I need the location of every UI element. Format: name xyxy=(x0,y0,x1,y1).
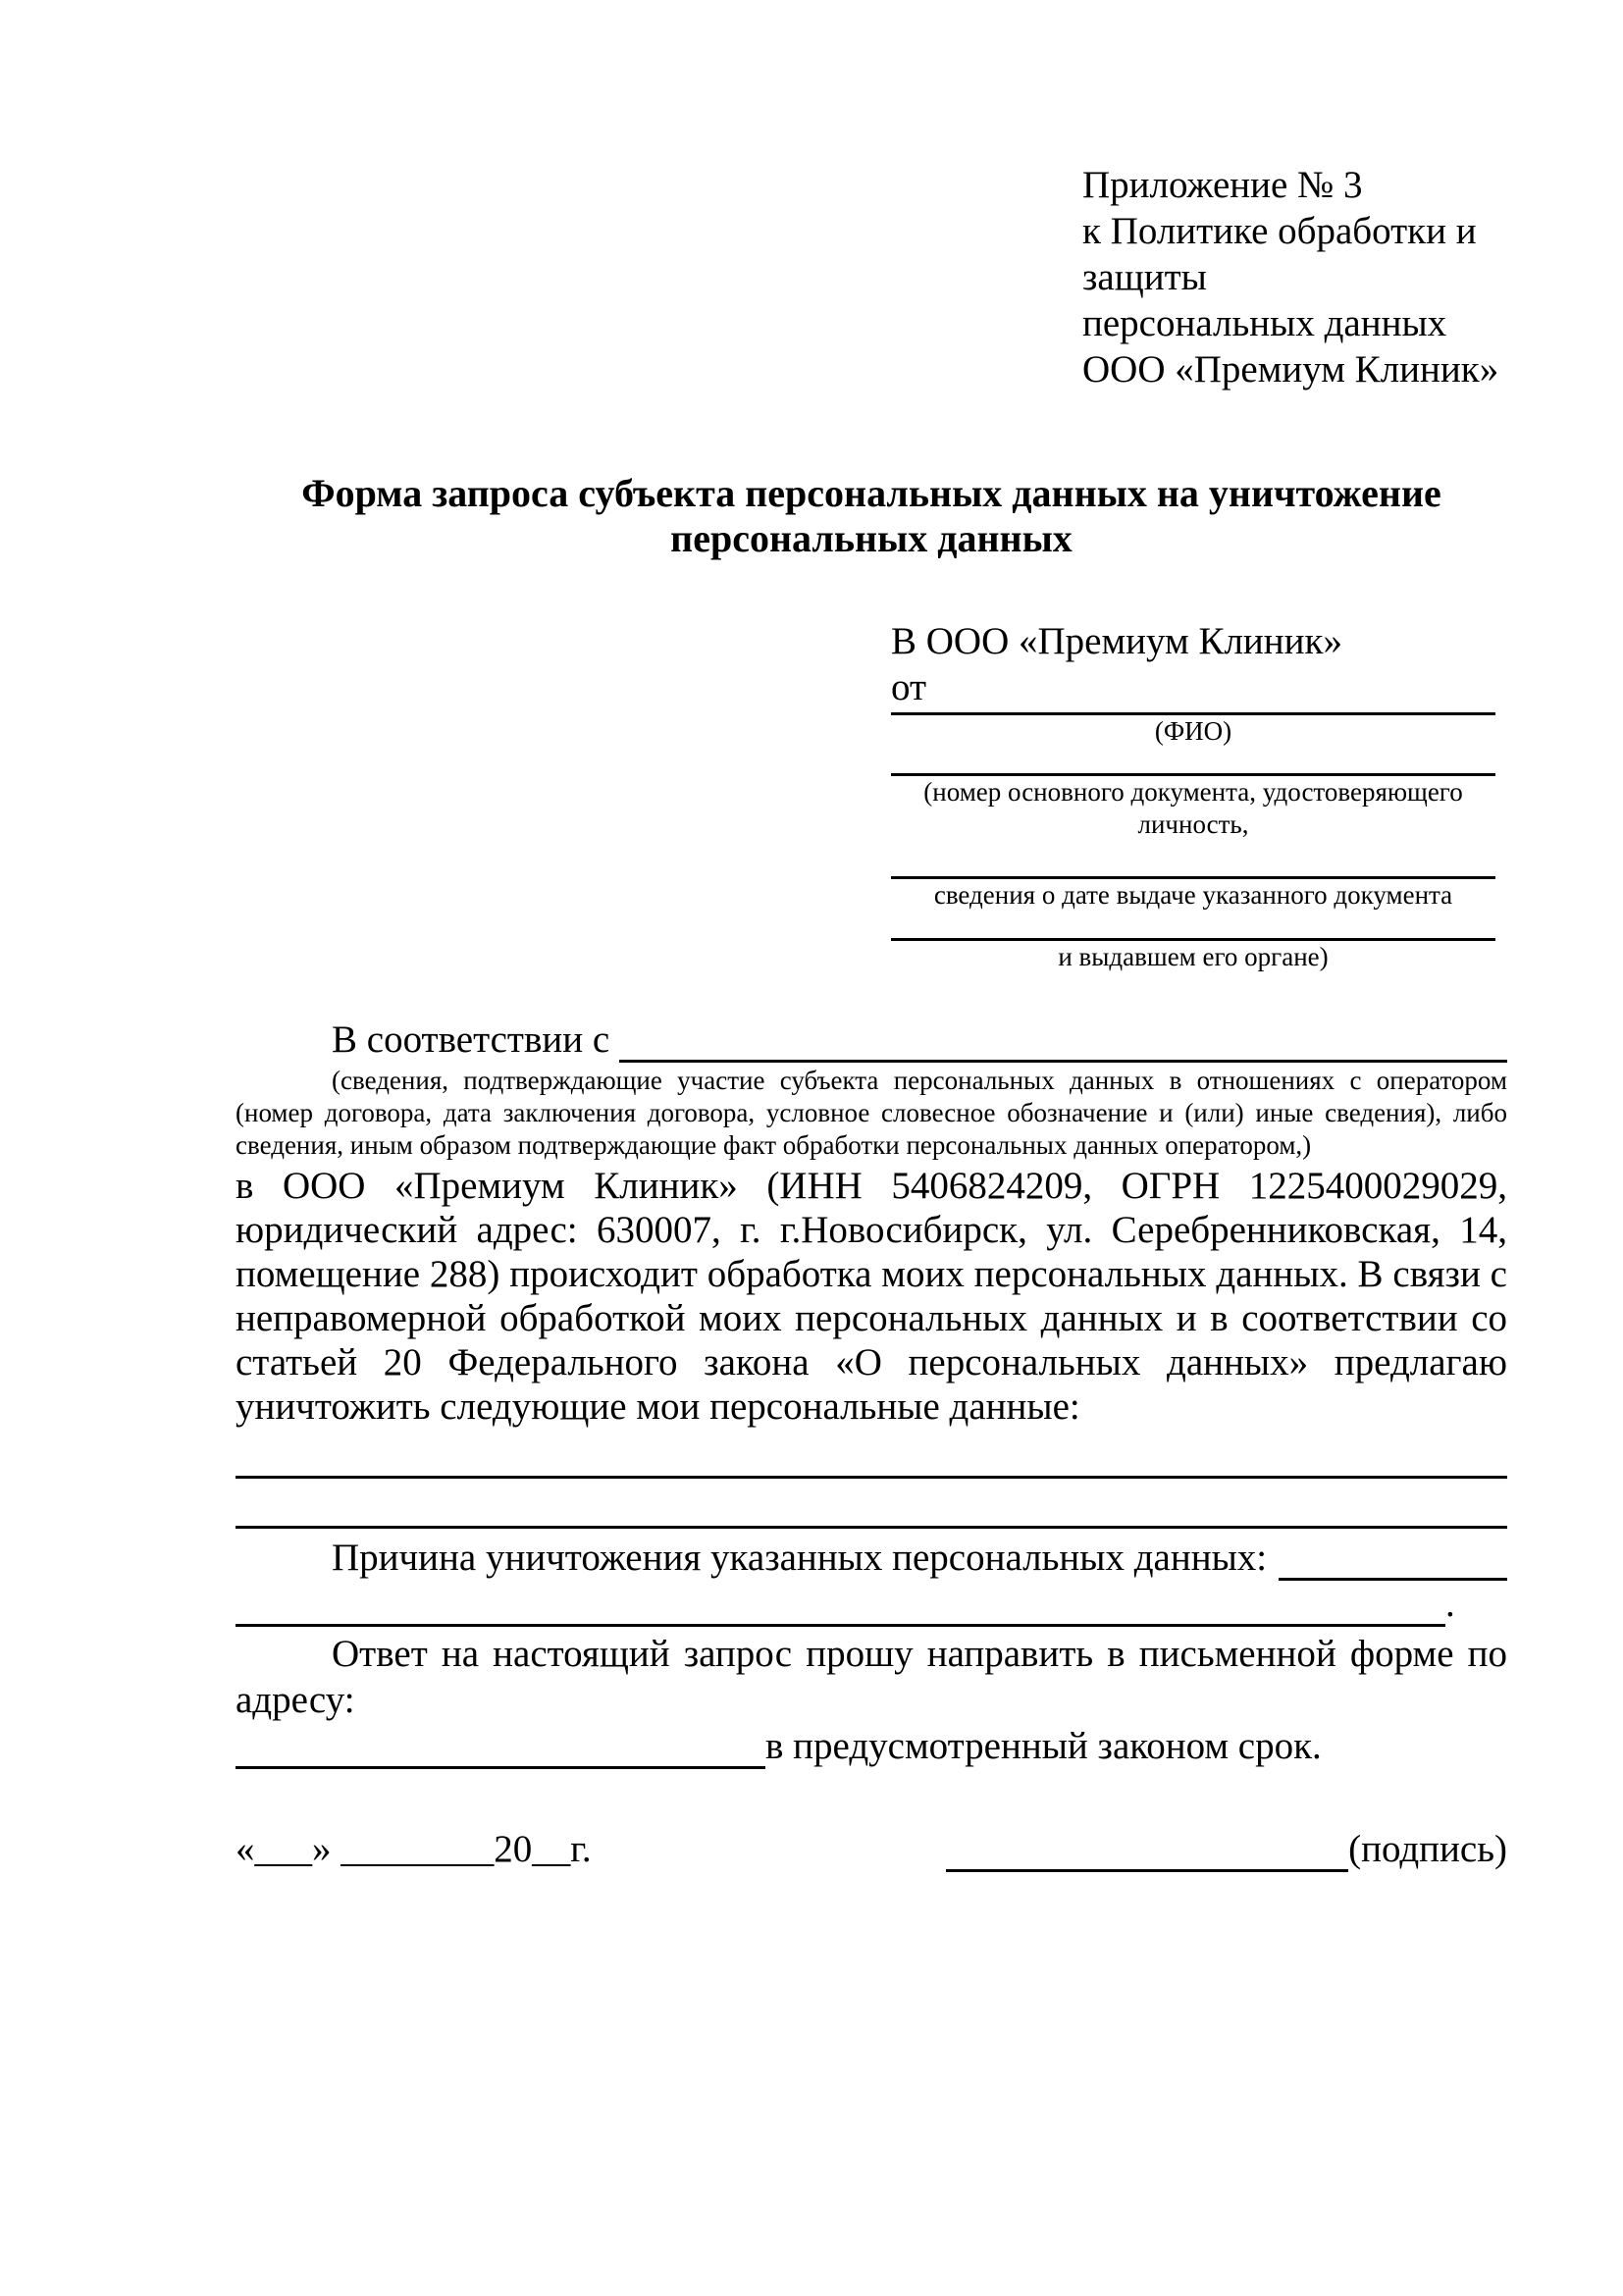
signature-group xyxy=(946,1826,1507,1872)
document-title: Форма запроса субъекта персональных данных на уничтожение персональных данных xyxy=(301,471,1441,560)
identity-document-caption: (номер основного документа, удостоверяющего личность, xyxy=(923,777,1463,839)
response-address-field-line[interactable] xyxy=(236,1727,765,1769)
addressee-block xyxy=(891,618,1495,973)
appendix-header-line-1: Приложение № 3 xyxy=(1082,164,1363,206)
reason-field-line[interactable] xyxy=(1279,1539,1507,1581)
reason-continuation-row xyxy=(236,1581,1507,1627)
response-request-tail: в предусмотренный законом срок. xyxy=(765,1725,1322,1767)
date-signature-row xyxy=(236,1826,1507,1872)
issue-date-caption: сведения о дате выдаче указанного документа xyxy=(933,880,1453,910)
signature-caption: (подпись) xyxy=(1348,1828,1507,1870)
reason-row xyxy=(236,1535,1507,1581)
date-blank-line[interactable]: «___» ________20__г. xyxy=(236,1828,592,1870)
reason-label: Причина уничтожения указанных персональных данных: xyxy=(332,1537,1268,1579)
accordance-row xyxy=(236,1017,1507,1063)
issuing-authority-caption: и выдавшем его органе) xyxy=(1058,942,1329,971)
appendix-header-line-3: персональных данных xyxy=(1082,302,1447,344)
signature-field-line[interactable] xyxy=(946,1830,1348,1872)
response-request-text: Ответ на настоящий запрос прошу направить в письменной форме по адресу: xyxy=(236,1633,1507,1721)
reason-field-line-2[interactable] xyxy=(236,1581,1445,1627)
appendix-header-line-4: ООО «Премиум Клиник» xyxy=(1082,348,1499,391)
response-address-row xyxy=(236,1723,1507,1769)
appendix-header xyxy=(1082,162,1507,392)
fio-caption: (ФИО) xyxy=(1154,716,1232,746)
personal-data-field-line-1[interactable] xyxy=(236,1429,1507,1479)
reason-line-terminator: . xyxy=(1445,1583,1455,1625)
appendix-header-line-2: к Политике обработки и защиты xyxy=(1082,210,1477,298)
fine-print-note: (сведения, подтверждающие участие субъекта персональных данных в отношениях с оператором (номер договора, дата заключения договора, условное словесное обозначение и (или) иные сведения), либо сведения, иным образом подтверждающие факт обработки персональных данных оператором,) xyxy=(236,1066,1507,1160)
main-paragraph: в ООО «Премиум Клиник» (ИНН 5406824209, ОГРН 1225400029029, юридический адрес: 630007, г. г.Новосибирск, ул. Серебренниковская, 14, помещение 288) происходит обработка моих персональных данных. В связи с неправомерной обработкой моих персональных данных и в соответствии со статьей 20 Федерального закона «О персональных данных» предлагаю уничтожить следующие мои персональные данные: xyxy=(236,1165,1507,1428)
accordance-field-line[interactable] xyxy=(619,1020,1507,1063)
addressee-from-label: от xyxy=(891,666,927,708)
addressee-to-line: В ООО «Премиум Клиник» xyxy=(891,620,1342,662)
personal-data-field-line-2[interactable] xyxy=(236,1479,1507,1529)
accordance-label: В соответствии с xyxy=(332,1018,610,1061)
